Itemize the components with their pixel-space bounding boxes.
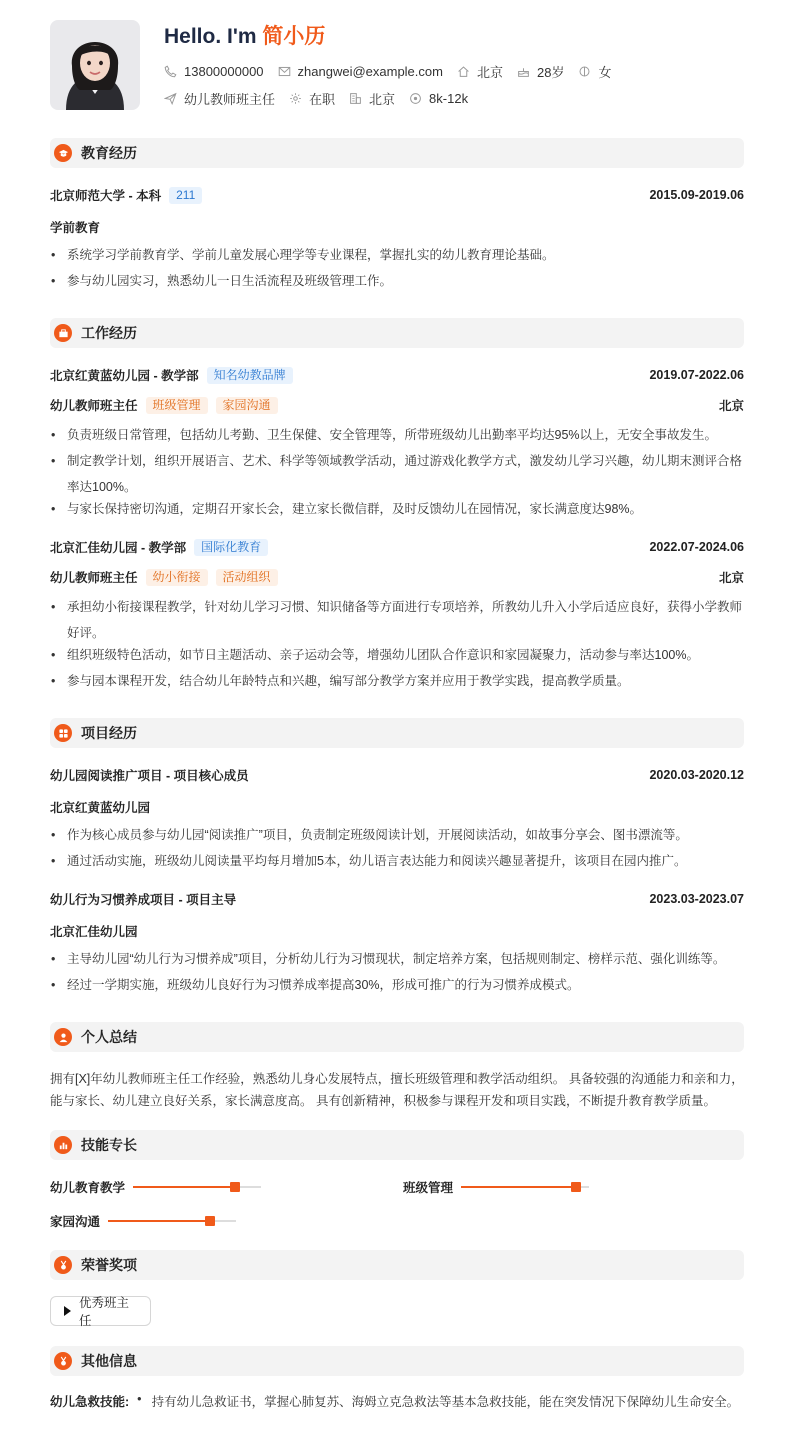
section-summary — [50, 1022, 744, 1052]
skill-level-fill — [461, 1186, 576, 1188]
building-icon — [349, 92, 362, 105]
city-item — [457, 62, 503, 81]
section-title: 教育经历 — [81, 145, 137, 161]
list-item: • 参与园本课程开发，结合幼儿年龄特点和兴趣，编写部分教学方案并应用于教学实践，提高教学质量。 — [50, 668, 744, 694]
send-icon — [164, 92, 177, 105]
greeting-prefix: Hello. I'm — [164, 25, 263, 48]
age-text: 28岁 — [536, 64, 565, 80]
medal-icon — [54, 1256, 72, 1274]
work-header — [50, 365, 744, 385]
skill-level-bar — [461, 1186, 589, 1188]
list-item: • 组织班级特色活动，如节日主题活动、亲子运动会等，增强幼儿团队合作意识和家园凝聚力，活动参与率达100%。 — [50, 642, 744, 668]
skill-name: 班级管理 — [403, 1181, 454, 1195]
email-text: zhangwei@example.com — [297, 63, 443, 79]
contact-row — [164, 61, 625, 81]
skill-name: 家园沟通 — [50, 1215, 101, 1229]
bullet-dot: • — [137, 1392, 142, 1406]
salary-text: 8k-12k — [429, 90, 469, 106]
education-period: 2015.09-2019.06 — [649, 188, 744, 202]
other-text: 持有幼儿急救证书，掌握心肺复苏、海姆立克急救法等基本急救技能，能在突发情况下保障幼儿生命安全。 — [151, 1395, 740, 1409]
coin-icon — [409, 92, 422, 105]
graduation-cap-icon — [54, 144, 72, 162]
list-item: • 参与幼儿园实习，熟悉幼儿一日生活流程及班级管理工作。 — [50, 268, 744, 294]
mail-icon — [278, 65, 291, 78]
section-title: 工作经历 — [81, 325, 137, 341]
work-role-row — [50, 567, 744, 587]
school-name: 北京师范大学 - 本科 — [50, 189, 162, 203]
info-icon — [54, 1352, 72, 1370]
list-item: • 作为核心成员参与幼儿园“阅读推广”项目，负责制定班级阅读计划，开展阅读活动，如故事分享会、图书漂流等。 — [50, 822, 744, 848]
skill-level-marker — [205, 1216, 215, 1226]
project-name: 幼儿行为习惯养成项目 - 项目主导 — [50, 893, 237, 907]
section-title: 项目经历 — [81, 725, 137, 741]
section-title: 其他信息 — [81, 1353, 137, 1369]
list-item: • 承担幼小衔接课程教学，针对幼儿学习习惯、知识储备等方面进行专项培养，所教幼儿升入小学后适应良好，获得小学教师好评。 — [50, 594, 744, 646]
section-title: 技能专长 — [81, 1137, 137, 1153]
school-tag: 211 — [169, 187, 202, 204]
project-org: 北京红黄蓝幼儿园 — [50, 801, 151, 815]
section-education — [50, 138, 744, 168]
list-item: • 系统学习学前教育学、学前儿童发展心理学等专业课程，掌握扎实的幼儿教育理论基础。 — [50, 242, 744, 268]
gender-icon — [578, 65, 591, 78]
user-icon — [54, 1028, 72, 1046]
salary-item — [409, 91, 468, 106]
company-name: 北京红黄蓝幼儿园 - 教学部 — [50, 369, 199, 383]
other-label: 幼儿急救技能: — [50, 1395, 130, 1409]
section-awards — [50, 1250, 744, 1280]
job-target-item — [164, 89, 275, 108]
role-tag: 家园沟通 — [216, 397, 278, 414]
project-name: 幼儿园阅读推广项目 - 项目核心成员 — [50, 769, 249, 783]
skill-level-fill — [108, 1220, 210, 1222]
company-tag: 国际化教育 — [194, 539, 268, 556]
list-item: • 与家长保持密切沟通，定期召开家长会，建立家长微信群，及时反馈幼儿在园情况，家长满意度达98%。 — [50, 496, 744, 522]
skill-level-marker — [571, 1182, 581, 1192]
avatar-photo — [50, 20, 140, 110]
skill-level-bar — [133, 1186, 261, 1188]
skill-item — [50, 1211, 236, 1231]
phone-item — [164, 64, 264, 79]
award-item[interactable] — [50, 1296, 151, 1326]
cake-icon — [517, 65, 530, 78]
role-name: 幼儿教师班主任 — [50, 399, 138, 413]
list-item: • 通过活动实施，班级幼儿阅读量平均每月增加5本，幼儿语言表达能力和阅读兴趣显著提升，该项目在园内推广。 — [50, 848, 744, 874]
grid-icon — [54, 724, 72, 742]
company-name: 北京汇佳幼儿园 - 教学部 — [50, 541, 187, 555]
bar-chart-icon — [54, 1136, 72, 1154]
summary-text: 拥有[X]年幼儿教师班主任工作经验，熟悉幼儿身心发展特点，擅长班级管理和教学活动组织。 具备较强的沟通能力和亲和力，能与家长、幼儿建立良好关系，家长满意度高。 具有创新精神，积极参与课程开发和项目实践，不断提升教育教学质量。 — [50, 1072, 744, 1108]
city-text: 北京 — [476, 64, 503, 80]
job-row — [164, 88, 482, 108]
work-location: 北京 — [718, 571, 744, 585]
section-title: 荣誉奖项 — [81, 1257, 137, 1273]
status-item — [289, 89, 335, 108]
education-major: 学前教育 — [50, 221, 101, 235]
settings-icon — [289, 92, 302, 105]
gender-text: 女 — [598, 64, 612, 80]
project-org: 北京汇佳幼儿园 — [50, 925, 138, 939]
gender-item — [578, 62, 611, 81]
skill-level-fill — [133, 1186, 235, 1188]
work-header — [50, 537, 744, 557]
skill-level-bar — [108, 1220, 236, 1222]
play-icon — [64, 1306, 71, 1316]
role-tag: 活动组织 — [216, 569, 278, 586]
list-item: • 经过一学期实施，班级幼儿良好行为习惯养成率提高30%，形成可推广的行为习惯养成模式。 — [50, 972, 744, 998]
age-item — [517, 62, 564, 81]
list-item: • 制定教学计划，组织开展语言、艺术、科学等领域教学活动，通过游戏化教学方式，激发幼儿学习兴趣，幼儿期末测评合格率达100%。 — [50, 448, 744, 500]
section-work — [50, 318, 744, 348]
project-period: 2020.03-2020.12 — [649, 768, 744, 782]
skill-name: 幼儿教育教学 — [50, 1181, 126, 1195]
education-header — [50, 185, 744, 205]
phone-icon — [164, 65, 177, 78]
work-period: 2022.07-2024.06 — [649, 540, 744, 554]
target-city-item — [349, 89, 395, 108]
other-info-row — [50, 1392, 739, 1410]
target-city-text: 北京 — [369, 91, 396, 107]
project-period: 2023.03-2023.07 — [649, 892, 744, 906]
skill-item — [403, 1177, 589, 1197]
briefcase-icon — [54, 324, 72, 342]
work-period: 2019.07-2022.06 — [649, 368, 744, 382]
skill-level-marker — [230, 1182, 240, 1192]
section-title: 个人总结 — [81, 1029, 137, 1045]
role-tag: 班级管理 — [146, 397, 208, 414]
email-item — [278, 64, 443, 79]
list-item: • 负责班级日常管理，包括幼儿考勤、卫生保健、安全管理等，所带班级幼儿出勤率平均达95%以上，无安全事故发生。 — [50, 422, 744, 448]
section-skills — [50, 1130, 744, 1160]
home-icon — [457, 65, 470, 78]
candidate-name: 简小历 — [262, 25, 326, 48]
award-name: 优秀班主任 — [79, 1296, 130, 1328]
section-projects — [50, 718, 744, 748]
greeting-title — [164, 20, 325, 50]
work-location: 北京 — [718, 399, 744, 413]
role-name: 幼儿教师班主任 — [50, 571, 138, 585]
project-header — [50, 765, 744, 785]
list-item: • 主导幼儿园“幼儿行为习惯养成”项目，分析幼儿行为习惯现状，制定培养方案，包括规则制定、榜样示范、强化训练等。 — [50, 946, 744, 972]
status-text: 在职 — [309, 91, 336, 107]
skill-item — [50, 1177, 261, 1197]
project-header — [50, 889, 744, 909]
section-other — [50, 1346, 744, 1376]
role-tag: 幼小衔接 — [146, 569, 208, 586]
job-target-text: 幼儿教师班主任 — [184, 91, 276, 107]
phone-text: 13800000000 — [184, 63, 264, 79]
company-tag: 知名幼教品牌 — [207, 367, 293, 384]
work-role-row — [50, 395, 744, 415]
